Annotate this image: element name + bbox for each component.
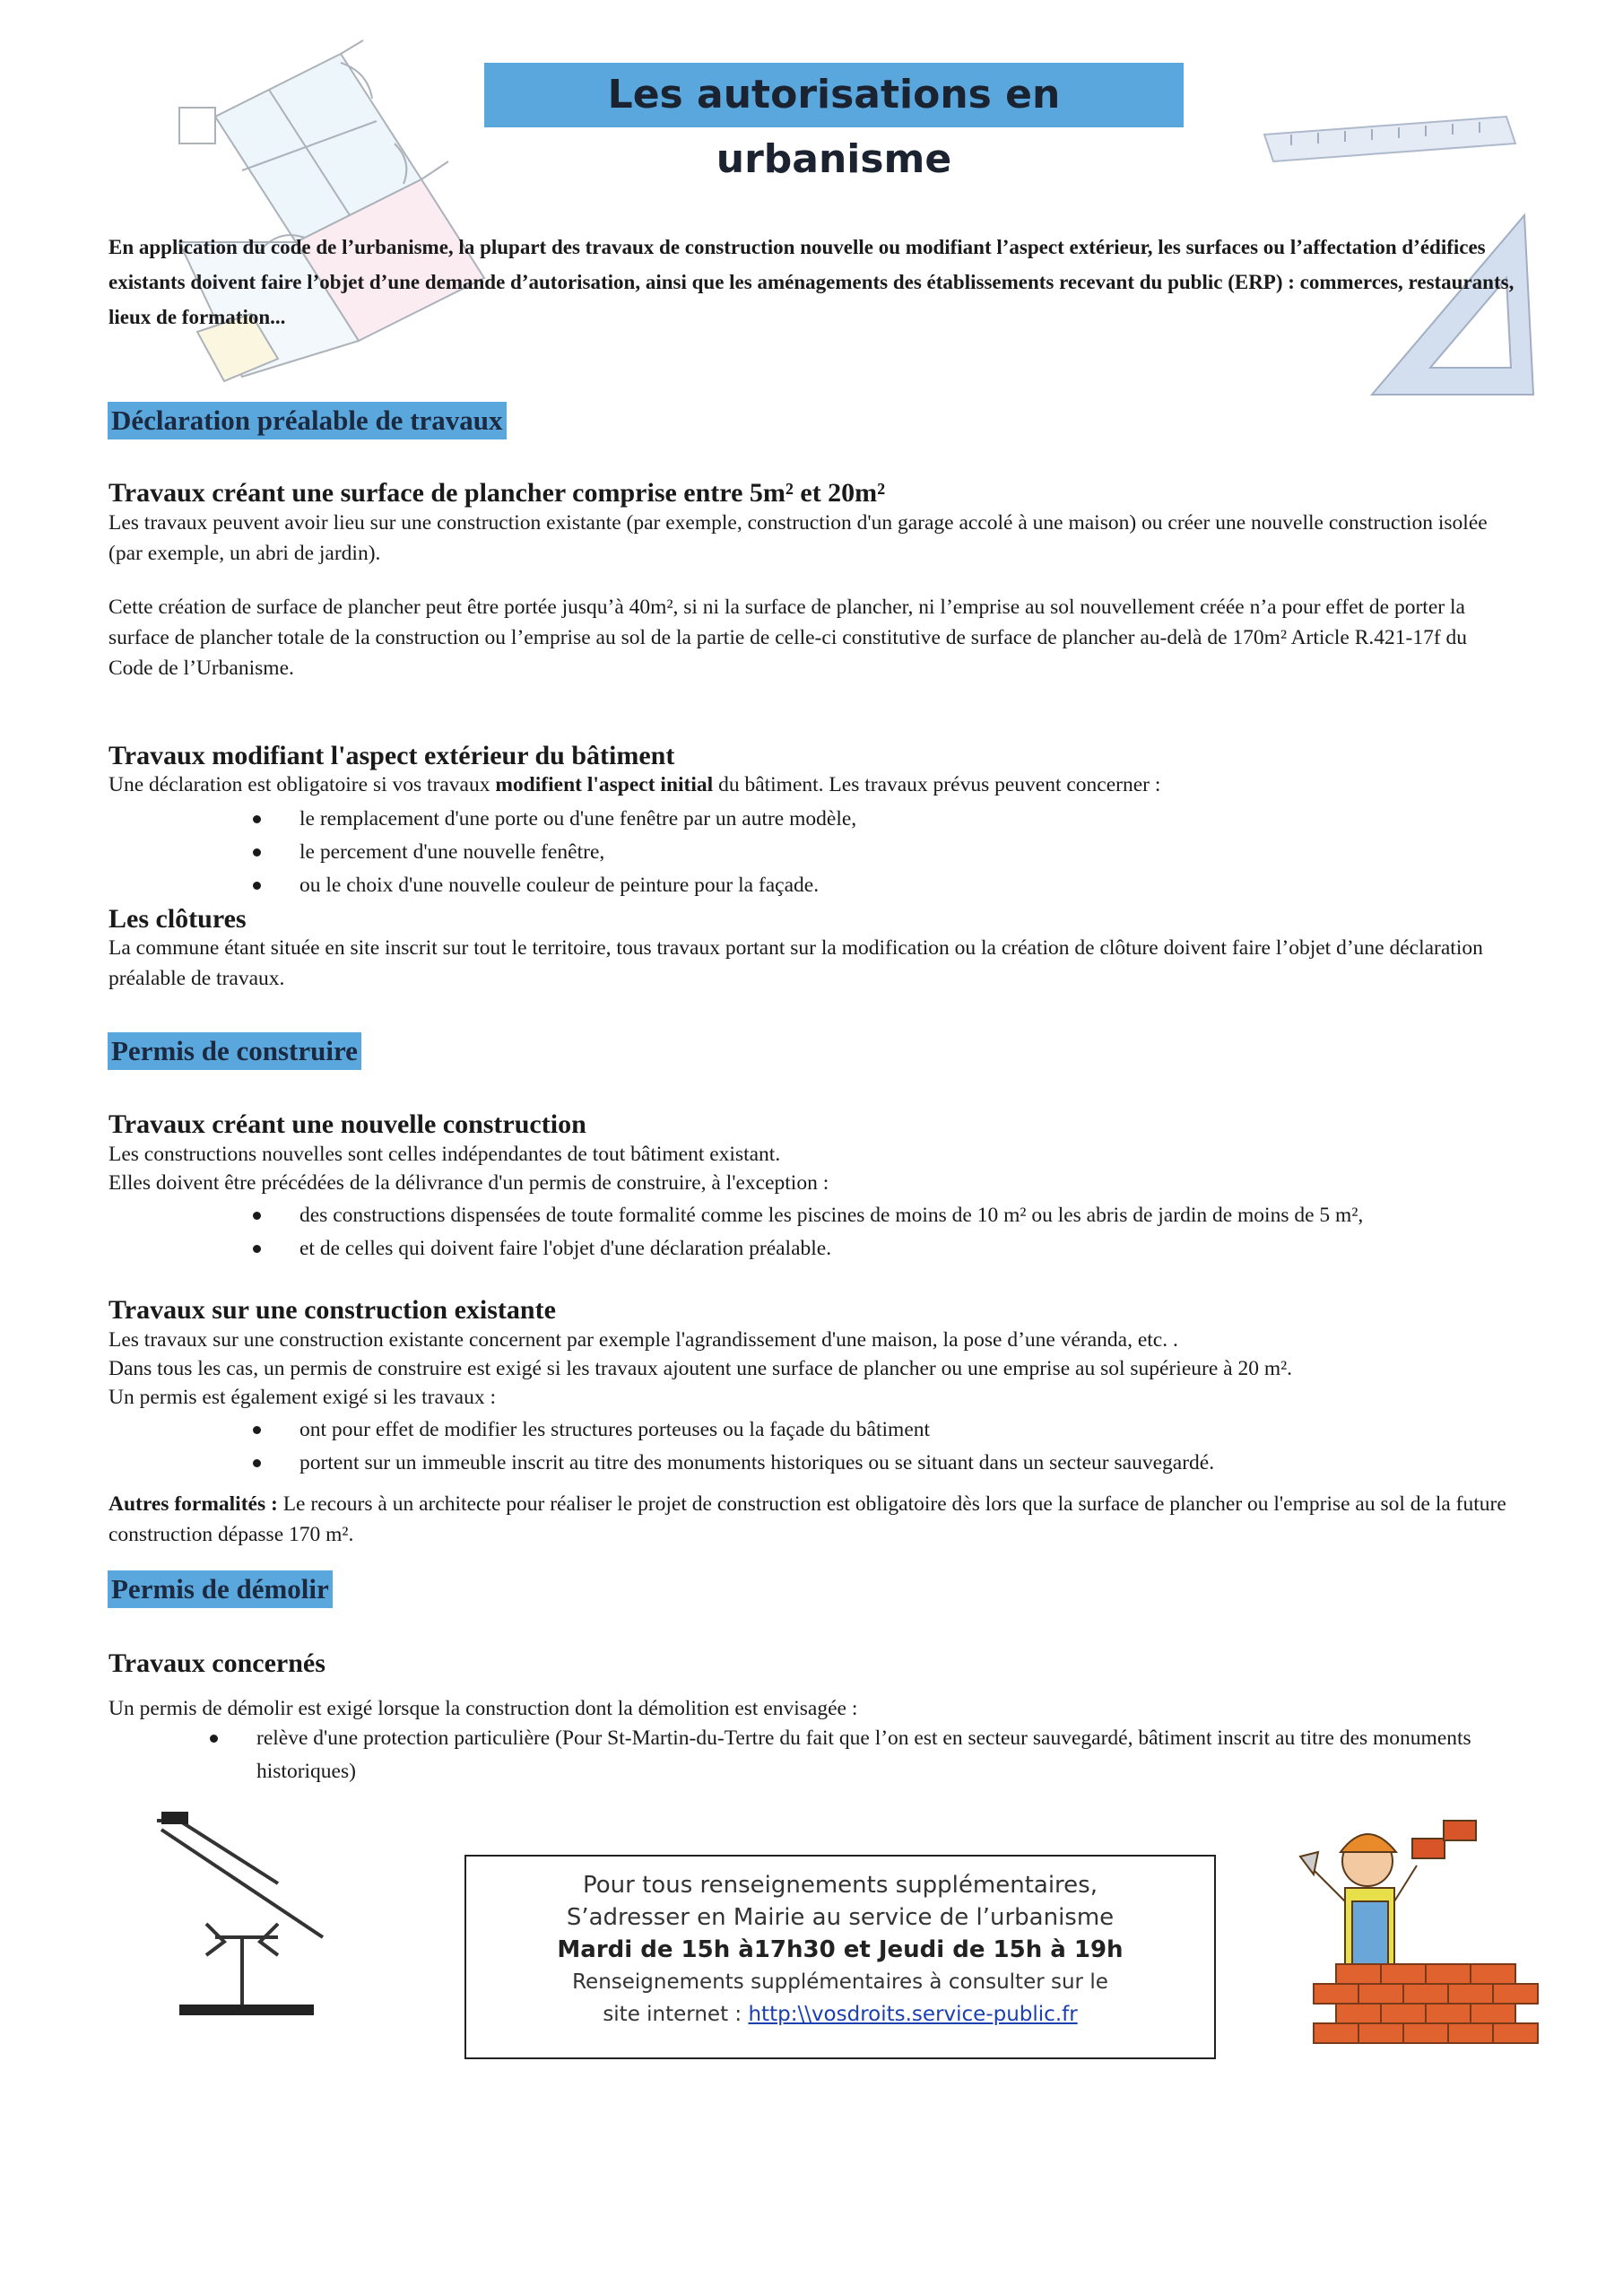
list-item: ont pour effet de modifier les structures porteuses ou la façade du bâtiment bbox=[249, 1413, 1214, 1447]
aspect-intro-bold: modifient l'aspect initial bbox=[495, 773, 714, 796]
paragraph-nouvelle-2: Elles doivent être précédées de la délivrance d'un permis de construire, à l'exception : bbox=[108, 1171, 829, 1195]
list-item: relève d'une protection particulière (Pour St-Martin-du-Tertre du fait que l’on est en secteur sauvegardé, bâtiment inscrit au titre des monuments historiques) bbox=[206, 1722, 1560, 1788]
contact-info-box bbox=[464, 1855, 1216, 2059]
contact-line-2: S’adresser en Mairie au service de l’urbanisme bbox=[566, 1904, 1115, 1931]
paragraph-surface-2: Cette création de surface de plancher peut être portée jusqu’à 40m², si ni la surface de plancher, ni l’emprise au sol nouvellement créée n’a pour effet de porter la surface de plancher totale de la construction ou l’emprise au sol de la partie de celle-ci constitutive de surface de plancher au-delà de 170m² Article R.421-17f du Code de l’Urbanisme. bbox=[108, 596, 1468, 680]
paragraph-existante-2: Dans tous les cas, un permis de construire est exigé si les travaux ajoutent une surface de plancher ou une emprise au sol supérieure à 20 m². bbox=[108, 1357, 1293, 1380]
list-item: ou le choix d'une nouvelle couleur de peinture pour la façade. bbox=[249, 869, 856, 902]
nouvelle-bullet-list bbox=[249, 1199, 1363, 1265]
section-heading-permis-construire: Permis de construire bbox=[108, 1032, 361, 1070]
subheading-nouvelle-construction: Travaux créant une nouvelle construction bbox=[108, 1109, 586, 1139]
paragraph-nouvelle-1: Les constructions nouvelles sont celles indépendantes de tout bâtiment existant. bbox=[108, 1143, 781, 1166]
aspect-intro-text-end: du bâtiment. Les travaux prévus peuvent concerner : bbox=[713, 773, 1161, 796]
page-title: Les autorisations en urbanisme bbox=[484, 63, 1184, 127]
subheading-aspect: Travaux modifiant l'aspect extérieur du bâtiment bbox=[108, 741, 675, 770]
aspect-bullet-list bbox=[249, 803, 856, 902]
list-item: des constructions dispensées de toute formalité comme les piscines de moins de 10 m² ou les abris de jardin de moins de 5 m², bbox=[249, 1199, 1363, 1232]
paragraph-aspect-intro bbox=[108, 770, 1516, 800]
contact-line-1: Pour tous renseignements supplémentaires, bbox=[583, 1872, 1098, 1899]
autres-formalites-text: Le recours à un architecte pour réaliser le projet de construction est obligatoire dès lors que la surface de plancher ou l'emprise au sol de la future construction dépasse 170 m². bbox=[108, 1492, 1506, 1546]
paragraph-clotures: La commune étant située en site inscrit sur tout le territoire, tous travaux portant sur la modification ou la création de clôture doivent faire l’objet d’une déclaration préalable de travaux. bbox=[108, 936, 1483, 990]
section-heading-permis-demolir: Permis de démolir bbox=[108, 1570, 333, 1608]
contact-line-4: Renseignements supplémentaires à consulter sur le bbox=[572, 1970, 1108, 1994]
list-item: le remplacement d'une porte ou d'une fenêtre par un autre modèle, bbox=[249, 803, 856, 836]
subheading-surface: Travaux créant une surface de plancher comprise entre 5m² et 20m² bbox=[108, 478, 886, 508]
aspect-intro-text: Une déclaration est obligatoire si vos travaux bbox=[108, 773, 496, 796]
paragraph-existante-1: Les travaux sur une construction existante concernent par exemple l'agrandissement d'une maison, la pose d’une véranda, etc. . bbox=[108, 1328, 1178, 1352]
list-item: portent sur un immeuble inscrit au titre des monuments historiques ou se situant dans un secteur sauvegardé. bbox=[249, 1447, 1214, 1480]
contact-site-label: site internet : bbox=[603, 2003, 749, 2026]
service-public-link[interactable]: http:\\vosdroits.service-public.fr bbox=[748, 2003, 1078, 2026]
bricklayer-icon bbox=[1282, 1812, 1551, 2054]
autres-formalites-label: Autres formalités : bbox=[108, 1492, 278, 1516]
list-item: et de celles qui doivent faire l'objet d'une déclaration préalable. bbox=[249, 1232, 1363, 1265]
subheading-clotures: Les clôtures bbox=[108, 904, 247, 934]
drafting-table-icon bbox=[143, 1803, 350, 2027]
contact-hours: Mardi de 15h à17h30 et Jeudi de 15h à 19h bbox=[557, 1936, 1124, 1963]
list-item: le percement d'une nouvelle fenêtre, bbox=[249, 836, 856, 869]
demolir-bullet-list bbox=[206, 1722, 1560, 1788]
intro-paragraph: En application du code de l’urbanisme, la plupart des travaux de construction nouvelle ou modifiant l’aspect extérieur, les surfaces ou l’affectation d’édifices existants doivent faire l’objet d’une demande d’autorisation, ainsi que les aménagements des établissements recevant du public (ERP) : commerces, restaurants, lieux de formation... bbox=[108, 236, 1515, 328]
subheading-travaux-concernes: Travaux concernés bbox=[108, 1648, 325, 1678]
paragraph-existante-3: Un permis est également exigé si les travaux : bbox=[108, 1386, 497, 1409]
paragraph-autres-formalites bbox=[108, 1489, 1516, 1550]
paragraph-surface-1: Les travaux peuvent avoir lieu sur une construction existante (par exemple, construction d'un garage accolé à une maison) ou créer une nouvelle construction isolée (par exemple, un abri de jardin). bbox=[108, 511, 1488, 565]
section-heading-declaration: Déclaration préalable de travaux bbox=[108, 402, 507, 439]
contact-line-5 bbox=[466, 1998, 1214, 2031]
existante-bullet-list bbox=[249, 1413, 1214, 1480]
paragraph-demolir: Un permis de démolir est exigé lorsque la construction dont la démolition est envisagée : bbox=[108, 1697, 858, 1720]
floor-plan-icon bbox=[161, 36, 511, 413]
subheading-construction-existante: Travaux sur une construction existante bbox=[108, 1295, 556, 1325]
